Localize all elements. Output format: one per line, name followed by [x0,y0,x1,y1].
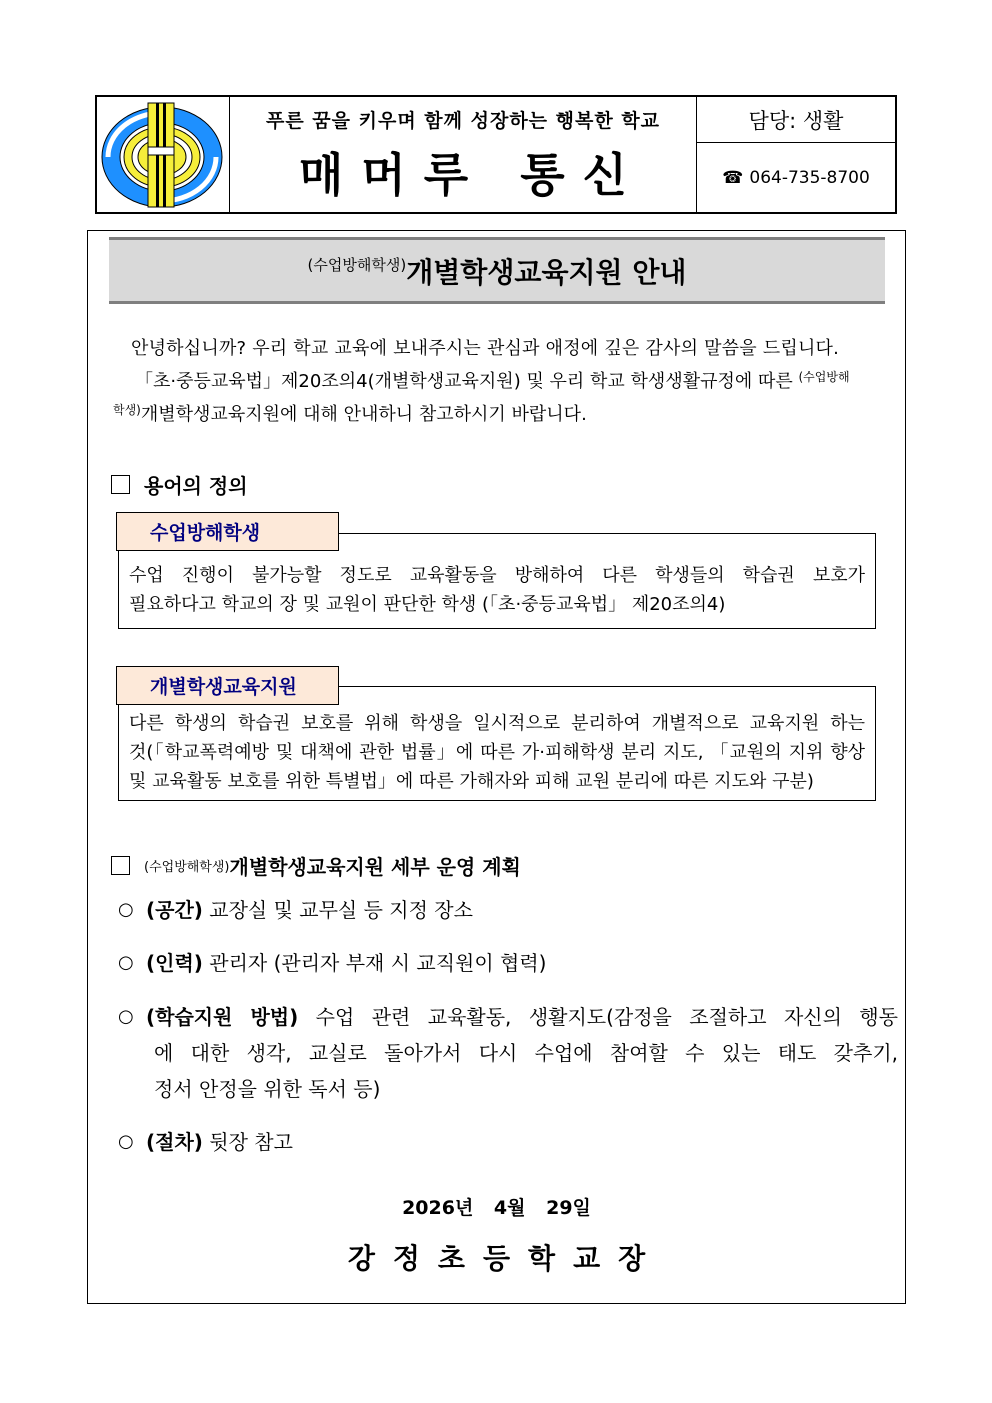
plan-item-label: (절차) [146,1130,203,1154]
intro-line: 안녕하십니까? 우리 학교 교육에 보내주시는 관심과 애정에 깊은 감사의 말씀을 드립니다. [131,338,840,359]
notice-title: 개별학생교육지원 안내 [406,255,687,289]
newsletter-title: 매머루 통신 [298,148,646,202]
definition-line: 수업 진행이 불가능할 정도로 교육활동을 방해하여 다른 학생들의 학습권 보호가 [129,565,865,586]
definitions-heading [111,470,248,499]
intro-line [113,396,893,429]
contact-info [697,97,895,212]
notice-title-prefix: (수업방해학생) [307,256,407,274]
definition-line: 필요하다고 학교의 장 및 교원이 판단한 학생 (「초·중등교육법」 제20조의4) [129,594,726,615]
definition-label: 개별학생교육지원 [116,666,339,705]
phone-icon: ☎ [722,167,744,188]
school-emblem-icon [100,99,226,211]
bullet-icon: ○ [118,1006,134,1027]
bullet-icon: ○ [118,899,134,920]
intro-sup: (수업방해 [798,370,850,384]
definition-label: 수업방해학생 [116,512,339,551]
definition-line: 및 교육활동 보호를 위한 특별법」에 따른 가해자와 피해 교원 분리에 따른 지도와 구분) [129,771,814,792]
plan-item-text: 수업 관련 교육활동, 생활지도(감정을 조절하고 자신의 행동 [315,1005,899,1029]
plan-item-label: (학습지원 방법) [146,1005,299,1029]
plan-item [118,945,898,981]
checkbox-icon [111,475,130,494]
plan-item-line [146,999,898,1035]
plan-item-line: 정서 안정을 위한 독서 등) [154,1077,381,1101]
plan-item [118,999,898,1107]
definition-line: 것(「학교폭력예방 및 대책에 관한 법률」에 따른 가·피해학생 분리 지도, 「교원의 지위 향상 [129,742,865,763]
plan-item-label: (인력) [146,951,203,975]
bullet-icon: ○ [118,1131,134,1152]
notice-body [87,230,906,1304]
plan-item-line: 에 대한 생각, 교실로 돌아가서 다시 수업에 참여할 수 있는 태도 갖추기, [154,1041,898,1065]
school-slogan: 푸른 꿈을 키우며 함께 성장하는 행복한 학교 [265,110,661,132]
intro-sup: 학생) [113,403,141,417]
notice-date: 2026년 4월 29일 [402,1197,591,1219]
school-principal: 강정초등학교장 [347,1242,664,1275]
intro-paragraph [113,335,893,429]
phone-number: 064-735-8700 [749,167,870,188]
definitions-heading-text: 용어의 정의 [144,474,248,498]
plan-item [118,1124,898,1160]
intro-text: 「초·중등교육법」제20조의4(개별학생교육지원) 및 우리 학교 학생생활규정에 따른 [135,371,799,392]
notice-title-bar [109,237,885,304]
header-title-cell [230,97,697,212]
plan-heading-text: 개별학생교육지원 세부 운영 계획 [229,855,521,879]
plan-item-label: (공간) [146,898,203,922]
plan-item [118,892,898,928]
intro-text: 개별학생교육지원에 대해 안내하니 참고하시기 바랍니다. [140,404,587,425]
plan-heading [111,851,521,880]
bullet-icon: ○ [118,952,134,973]
checkbox-icon [111,856,130,875]
plan-item-text: 교장실 및 교무실 등 지정 장소 [209,898,473,922]
plan-item-body [146,999,898,1107]
plan-item-text: 뒷장 참고 [209,1130,293,1154]
plan-heading-prefix: (수업방해학생) [144,860,230,875]
contact-phone [697,143,895,212]
intro-line [113,363,893,396]
definition-line: 다른 학생의 학습권 보호를 위해 학생을 일시적으로 분리하여 개별적으로 교육지원 하는 [129,713,865,734]
contact-department: 담당: 생활 [697,97,895,143]
plan-item-text: 관리자 (관리자 부재 시 교직원이 협력) [209,951,547,975]
school-logo [97,97,230,212]
newsletter-header [95,95,897,214]
